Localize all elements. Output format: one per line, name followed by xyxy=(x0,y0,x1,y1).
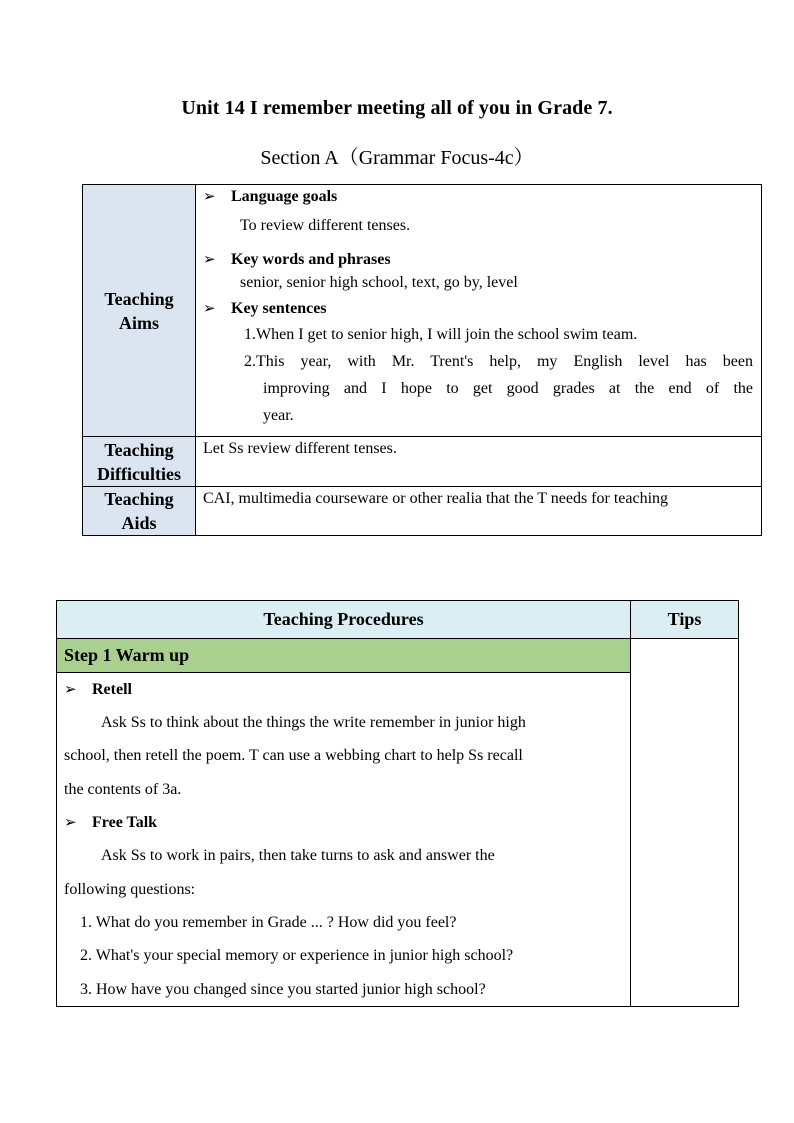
teaching-difficulties-text: Let Ss review different tenses. xyxy=(196,437,762,487)
key-sentence-2-line1: 2.This year, with Mr. Trent's help, my English level has been xyxy=(244,353,753,370)
heading-text: Key words and phrases xyxy=(231,251,391,268)
label-line: Aids xyxy=(121,513,157,533)
retell-heading xyxy=(64,673,622,706)
language-goals-text: To review different tenses. xyxy=(240,217,411,234)
free-talk-heading xyxy=(64,806,622,839)
label-line: Difficulties xyxy=(97,463,181,484)
question-item: 1. What do you remember in Grade ... ? How did you feel? xyxy=(80,913,457,931)
tips-cell xyxy=(631,639,739,1007)
teaching-procedures-table xyxy=(56,600,739,1007)
key-words-text: senior, senior high school, text, go by, level xyxy=(240,274,518,291)
arrow-bullet-icon: ➢ xyxy=(203,252,216,268)
teaching-aims-table xyxy=(82,184,762,536)
label-line: Teaching xyxy=(104,489,174,509)
label-line: Teaching xyxy=(104,439,174,460)
retell-line: Ask Ss to think about the things the write remember in junior high xyxy=(101,714,526,731)
teaching-aids-text: CAI, multimedia courseware or other realia that the T needs for teaching xyxy=(196,487,762,536)
section-subtitle: Section A（Grammar Focus-4c） xyxy=(260,147,534,169)
teaching-aids-label xyxy=(83,487,196,536)
arrow-bullet-icon: ➢ xyxy=(64,682,77,698)
retell-line: the contents of 3a. xyxy=(64,780,182,798)
tips-header: Tips xyxy=(631,601,739,639)
key-sentence-2-line2: improving and I hope to get good grades at the end of the xyxy=(263,380,753,397)
step-1-content xyxy=(57,673,631,1007)
label-line: Teaching xyxy=(104,288,174,309)
key-sentence-2-line3: year. xyxy=(263,407,294,424)
heading-text: Free Talk xyxy=(92,814,158,832)
document-title: Unit 14 I remember meeting all of you in Grade 7. xyxy=(181,97,613,119)
teaching-difficulties-label xyxy=(83,437,196,487)
question-item: 2. What's your special memory or experience in junior high school? xyxy=(80,947,514,965)
retell-line: school, then retell the poem. T can use a webbing chart to help Ss recall xyxy=(64,747,523,765)
language-goals-heading xyxy=(203,185,753,209)
arrow-bullet-icon: ➢ xyxy=(203,301,216,317)
key-sentence-1: 1.When I get to senior high, I will join the school swim team. xyxy=(244,326,638,343)
procedures-header: Teaching Procedures xyxy=(57,601,631,639)
teaching-aims-label xyxy=(83,185,196,437)
step-1-title: Step 1 Warm up xyxy=(57,639,631,673)
heading-text: Language goals xyxy=(231,188,338,205)
key-sentences-heading xyxy=(203,297,753,321)
key-words-heading xyxy=(203,248,753,272)
free-talk-line: following questions: xyxy=(64,880,196,898)
teaching-aims-content xyxy=(196,185,762,437)
heading-text: Retell xyxy=(92,681,132,698)
question-item: 3. How have you changed since you started junior high school? xyxy=(80,980,486,998)
arrow-bullet-icon: ➢ xyxy=(203,189,216,205)
arrow-bullet-icon: ➢ xyxy=(64,815,77,832)
free-talk-line: Ask Ss to work in pairs, then take turns to ask and answer the xyxy=(101,847,495,865)
heading-text: Key sentences xyxy=(231,300,327,317)
label-line: Aims xyxy=(119,312,159,333)
